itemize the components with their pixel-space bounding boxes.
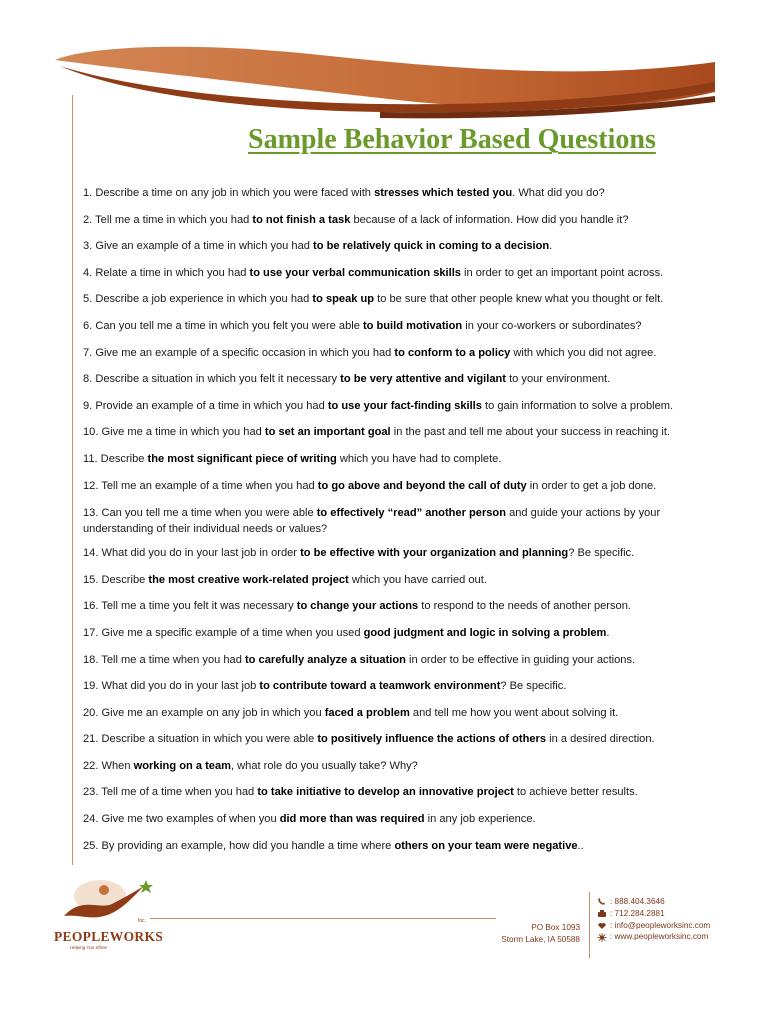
question-item [83,653,703,668]
contact-list [596,896,710,943]
question-pre: 23. Tell me of a time when you had [83,786,258,799]
question-bold: to not finish a task [252,213,351,226]
question-post: to respond to the needs of another person. [418,600,631,613]
question-bold: faced a problem [324,706,410,719]
contact-text: : www.peopleworksinc.com [610,932,709,942]
question-bold: to change your actions [296,600,419,613]
email-icon [596,920,608,930]
question-pre: 6. Can you tell me a time in which you felt you were able [83,319,363,332]
question-post: in your co-workers or subordinates? [462,319,642,332]
question-pre: 20. Give me an example on any job in which you [83,706,325,719]
question-pre: 12. Tell me an example of a time when you had [83,479,318,492]
question-post: in a desired direction. [546,733,655,746]
question-item [83,239,703,254]
question-item [83,812,703,827]
question-bold: to use your verbal communication skills [249,266,461,279]
question-post: in the past and tell me about your success in reaching it. [390,426,671,439]
question-item [83,346,703,361]
question-pre: 10. Give me a time in which you had [83,426,265,439]
question-post: because of a lack of information. How did you handle it? [350,213,629,226]
question-post: ? Be specific. [500,680,567,693]
question-bold: to take initiative to develop an innovative project [257,786,514,799]
question-pre: 4. Relate a time in which you had [83,266,250,279]
contact-line [596,896,710,908]
question-post: in order to get an important point across. [460,266,664,279]
question-post: to be sure that other people knew what you thought or felt. [374,293,664,306]
fax-icon [596,909,608,919]
question-pre: 11. Describe [83,452,148,465]
question-post: . [549,240,553,253]
question-pre: 22. When [83,759,134,772]
question-post: in order to be effective in guiding your actions. [405,653,636,666]
question-post: in any job experience. [424,813,536,826]
question-item [83,732,703,747]
question-item [83,266,703,281]
contact-line [596,908,710,920]
question-bold: working on a team [133,759,231,772]
question-pre: 5. Describe a job experience in which you had [83,293,313,306]
question-bold: others on your team were negative [394,839,578,852]
question-item [83,425,703,440]
question-item [83,319,703,334]
question-pre: 19. What did you do in your last job [83,680,260,693]
question-bold: to speak up [312,293,375,306]
question-pre: 21. Describe a situation in which you were able [83,733,318,746]
question-bold: to be effective with your organization and planning [300,547,569,560]
question-post: to gain information to solve a problem. [481,399,674,412]
question-bold: to go above and beyond the call of duty [317,479,527,492]
question-pre: 24. Give me two examples of when you [83,813,280,826]
question-bold: to positively influence the actions of others [317,733,547,746]
question-post: . [606,626,610,639]
question-item [83,706,703,721]
question-bold: to be relatively quick in coming to a decision [313,240,550,253]
question-item [83,505,703,537]
question-item [83,479,703,494]
footer-rule [150,918,496,919]
question-bold: to use your fact-finding skills [327,399,482,412]
question-item [83,546,703,561]
question-post: . What did you do? [512,187,605,199]
page-title: Sample Behavior Based Questions [248,124,656,155]
question-post: and guide your actions by your understanding of their individual needs or values? [83,507,661,536]
question-item [83,372,703,387]
question-pre: 2. Tell me a time in which you had [83,213,253,226]
question-list [83,186,703,865]
question-bold: to effectively “read” another person [316,507,506,520]
question-pre: 7. Give me an example of a specific occasion in which you had [83,346,395,359]
question-post: to achieve better results. [513,786,638,799]
left-margin-rule [72,95,73,865]
question-post: with which you did not agree. [510,346,657,359]
question-item [83,292,703,307]
question-pre: 16. Tell me a time you felt it was necessary [83,600,297,613]
question-post: to your environment. [505,373,611,386]
address-line-2: Storm Lake, IA 50588 [501,935,580,944]
contact-text: : 888.404.3646 [610,897,665,906]
contact-text: : info@peopleworksinc.com [610,920,711,930]
address-line-1: PO Box 1093 [531,923,580,932]
question-bold: to be very attentive and vigilant [340,373,506,386]
question-item [83,452,703,467]
question-item [83,839,703,854]
question-item [83,759,703,774]
question-bold: the most significant piece of writing [147,452,337,465]
question-post: which you have had to complete. [336,452,502,465]
question-post: which you have carried out. [348,573,487,586]
question-pre: 13. Can you tell me a time when you were able [83,507,317,520]
question-pre: 18. Tell me a time when you had [83,653,245,666]
question-bold: the most creative work-related project [148,573,349,586]
question-item [83,599,703,614]
question-bold: to carefully analyze a situation [244,653,406,666]
question-post: .. [577,839,584,852]
question-bold: to contribute toward a teamwork environment [259,680,501,693]
question-post: , what role do you usually take? Why? [230,759,418,772]
inc-label: Inc. [138,918,147,924]
question-item [83,213,703,228]
brand-name: PEOPLEWORKS [54,929,164,944]
question-bold: to set an important goal [264,426,391,439]
question-post: and tell me how you went about solving it. [409,706,619,719]
question-pre: 9. Provide an example of a time in which you had [83,399,328,412]
question-bold: to conform to a policy [394,346,511,359]
contact-line [596,920,710,932]
contact-line [596,931,710,943]
address-block [501,922,580,946]
question-item [83,679,703,694]
question-post: ? Be specific. [568,547,635,560]
contact-text: : 712.284.2881 [610,908,665,918]
question-item [83,186,703,201]
question-item [83,573,703,588]
phone-icon [596,897,608,907]
header-swoosh-banner [0,0,768,130]
question-pre: 17. Give me a specific example of a time when you used [83,626,364,639]
contact-divider [589,892,590,958]
question-pre: 3. Give an example of a time in which you had [83,240,314,253]
question-pre: 1. Describe a time on any job in which you were faced with [83,187,375,199]
question-item [83,626,703,641]
question-item [83,785,703,800]
question-pre: 15. Describe [83,573,149,586]
question-pre: 25. By providing an example, how did you handle a time where [83,839,395,852]
brand-tagline: Helping You Shine [70,945,107,950]
question-bold: did more than was required [279,813,425,826]
question-bold: good judgment and logic in solving a problem [363,626,607,639]
question-item [83,399,703,414]
question-post: in order to get a job done. [526,479,657,492]
question-bold: stresses which tested you [374,187,513,199]
question-pre: 8. Describe a situation in which you felt it necessary [83,373,341,386]
web-icon [596,932,608,942]
question-bold: to build motivation [362,319,463,332]
question-pre: 14. What did you do in your last job in order [83,547,301,560]
